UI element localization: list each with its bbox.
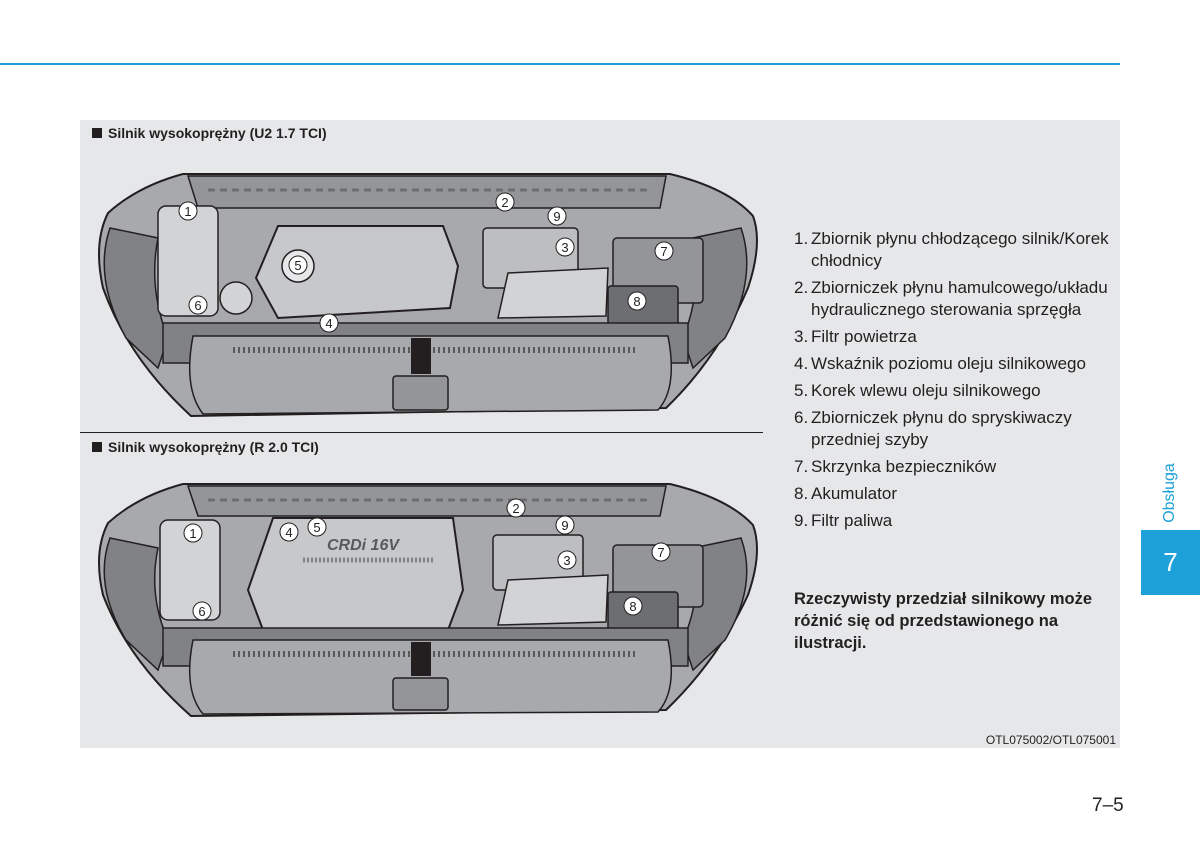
svg-text:9: 9 <box>561 518 569 533</box>
chapter-tab[interactable]: 7 <box>1141 530 1200 595</box>
marker-7 <box>655 242 673 260</box>
svg-text:8: 8 <box>629 599 637 614</box>
svg-text:5: 5 <box>294 258 302 273</box>
callout-item: 9. Filtr paliwa <box>794 511 893 530</box>
marker-9 <box>556 516 574 534</box>
callout-item: 4. Wskaźnik poziomu oleju silnikowego <box>794 354 1086 373</box>
callout-item: 8. Akumulator <box>794 484 897 503</box>
svg-text:3: 3 <box>563 553 571 568</box>
svg-text:4: 4 <box>325 316 333 331</box>
image-code: OTL075002/OTL075001 <box>985 733 1116 747</box>
chapter-name: Obsługa <box>1161 462 1178 523</box>
callout-item: 1. Zbiornik płynu chłodzącego silnik/Korek chłodnicy <box>794 229 1109 270</box>
callout-item: 5. Korek wlewu oleju silnikowego <box>794 381 1041 400</box>
marker-9 <box>548 207 566 225</box>
svg-text:8: 8 <box>633 294 641 309</box>
callout-list <box>794 228 1114 537</box>
bullet-square-icon <box>92 442 102 452</box>
callout-item: 7. Skrzynka bezpieczników <box>794 457 997 476</box>
marker-8 <box>624 597 642 615</box>
marker-2 <box>507 499 525 517</box>
engine-badge: CRDi 16V <box>326 537 400 554</box>
section-divider <box>80 432 763 433</box>
marker-5 <box>308 518 326 536</box>
marker-8 <box>628 292 646 310</box>
marker-5 <box>289 256 307 274</box>
engine-bay-r-illustration <box>88 480 763 720</box>
svg-text:4: 4 <box>285 525 293 540</box>
svg-text:6: 6 <box>194 298 202 313</box>
svg-text:2: 2 <box>501 195 509 210</box>
bullet-square-icon <box>92 128 102 138</box>
marker-7 <box>652 543 670 561</box>
svg-text:7: 7 <box>660 244 668 259</box>
marker-4 <box>320 314 338 332</box>
marker-6 <box>189 296 207 314</box>
marker-1 <box>179 202 197 220</box>
marker-2 <box>496 193 514 211</box>
svg-text:5: 5 <box>313 520 321 535</box>
callout-item: 6. Zbiorniczek płynu do spryskiwaczy przedniej szyby <box>794 408 1072 449</box>
section-title-r: Silnik wysokoprężny (R 2.0 TCI) <box>92 439 319 455</box>
illustration-panel <box>80 120 1120 748</box>
header-rule <box>0 63 1120 65</box>
svg-text:2: 2 <box>512 501 520 516</box>
svg-text:6: 6 <box>198 604 206 619</box>
marker-3 <box>558 551 576 569</box>
svg-text:7: 7 <box>657 545 665 560</box>
engine-bay-u2-illustration <box>88 168 763 422</box>
section-title-u2: Silnik wysokoprężny (U2 1.7 TCI) <box>92 125 327 141</box>
marker-6 <box>193 602 211 620</box>
callout-item: 3. Filtr powietrza <box>794 327 917 346</box>
page-number: 7–5 <box>1092 795 1124 816</box>
svg-text:3: 3 <box>561 240 569 255</box>
illustration-note: Rzeczywisty przedział silnikowy może różnić się od przedstawionego na ilustracji. <box>794 590 1093 652</box>
callout-item: 2. Zbiorniczek płynu hamulcowego/układu hydraulicznego sterowania sprzęgła <box>794 278 1108 319</box>
marker-1 <box>184 524 202 542</box>
marker-3 <box>556 238 574 256</box>
marker-4 <box>280 523 298 541</box>
svg-text:9: 9 <box>553 209 561 224</box>
svg-text:1: 1 <box>184 204 192 219</box>
svg-text:1: 1 <box>189 526 197 541</box>
